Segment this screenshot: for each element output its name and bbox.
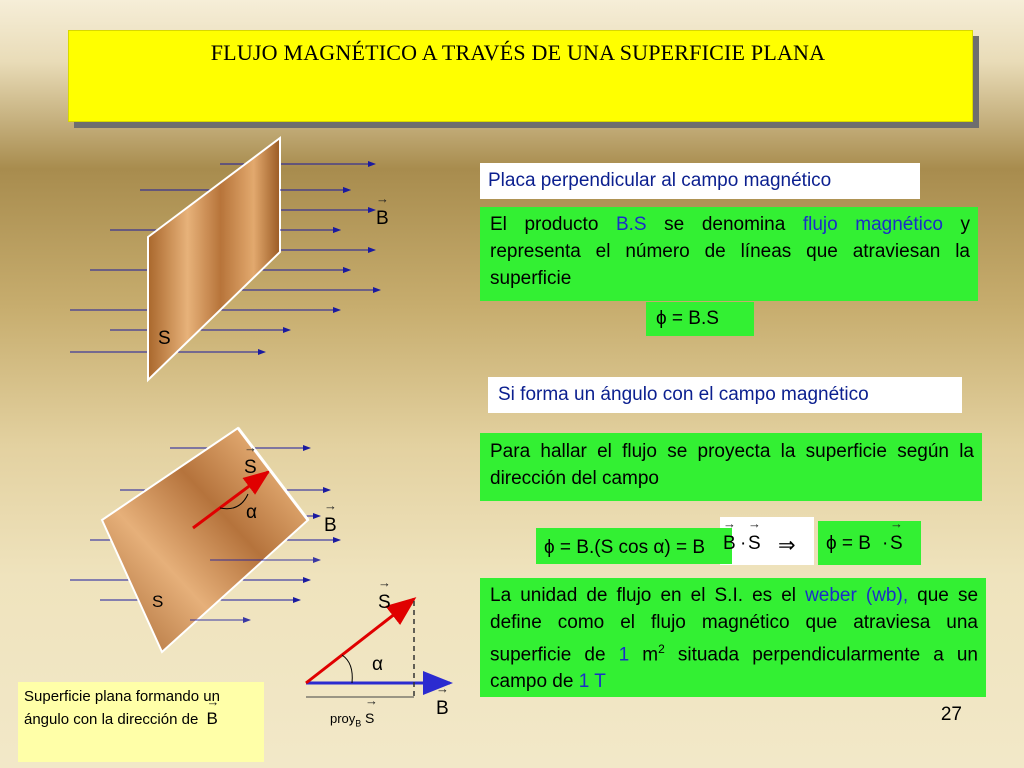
formula-vec-S: → S (748, 533, 761, 555)
formula2-vec-S: → S (890, 533, 903, 555)
formula2-dot: · (882, 533, 889, 554)
implies-symbol: ⇒ (778, 534, 796, 557)
formula-dot: · (740, 533, 747, 554)
label-S-vector: → S (244, 457, 257, 479)
weber-definition-text: La unidad de flujo en el S.I. es el weber (wb), que se define como el flujo magnético que atraviesa una superficie de 1 $m^2$ situada perpendicularmente a un campo de 1 T (480, 578, 986, 697)
formula-flux-perpendicular: ϕ = B.S (646, 302, 754, 336)
projection-text: Para hallar el flujo se proyecta la superficie según la dirección del campo (480, 433, 982, 501)
label-S-plate: S (152, 592, 164, 611)
formula-flux-cos: ϕ = B.(S cos α) = B (536, 528, 732, 564)
label-B-top: → B (376, 208, 389, 230)
flux-definition-text: El producto B.S se denomina flujo magnético y representa el número de líneas que atraviesan la superficie (480, 207, 978, 301)
heading-angle: Si forma un ángulo con el campo magnético (488, 377, 962, 413)
diagram-caption: Superficie plana formando un ángulo con la dirección de → B (18, 682, 264, 762)
perpendicular-plate-diagram (50, 130, 390, 390)
label-S-top: S (158, 328, 171, 349)
heading-perpendicular: Placa perpendicular al campo magnético (480, 163, 920, 199)
vector-S-projection-arrow (306, 599, 414, 683)
label-alpha-proj: α (372, 654, 383, 675)
label-S-proj: → S (378, 592, 391, 614)
label-proyB-S: proy$_B$ → S (330, 710, 374, 729)
page-number: 27 (940, 704, 962, 725)
label-B-proj: → B (436, 698, 449, 720)
page-title: FLUJO MAGNÉTICO A TRAVÉS DE UNA SUPERFICIE PLANA (210, 40, 826, 65)
formula-vec-B: → B (723, 533, 736, 555)
formula-dot-product-left: ϕ = B (826, 533, 871, 554)
label-B-mid: → B (324, 515, 337, 537)
label-alpha-plate: α (246, 502, 257, 523)
tilted-copper-plate (102, 428, 308, 652)
